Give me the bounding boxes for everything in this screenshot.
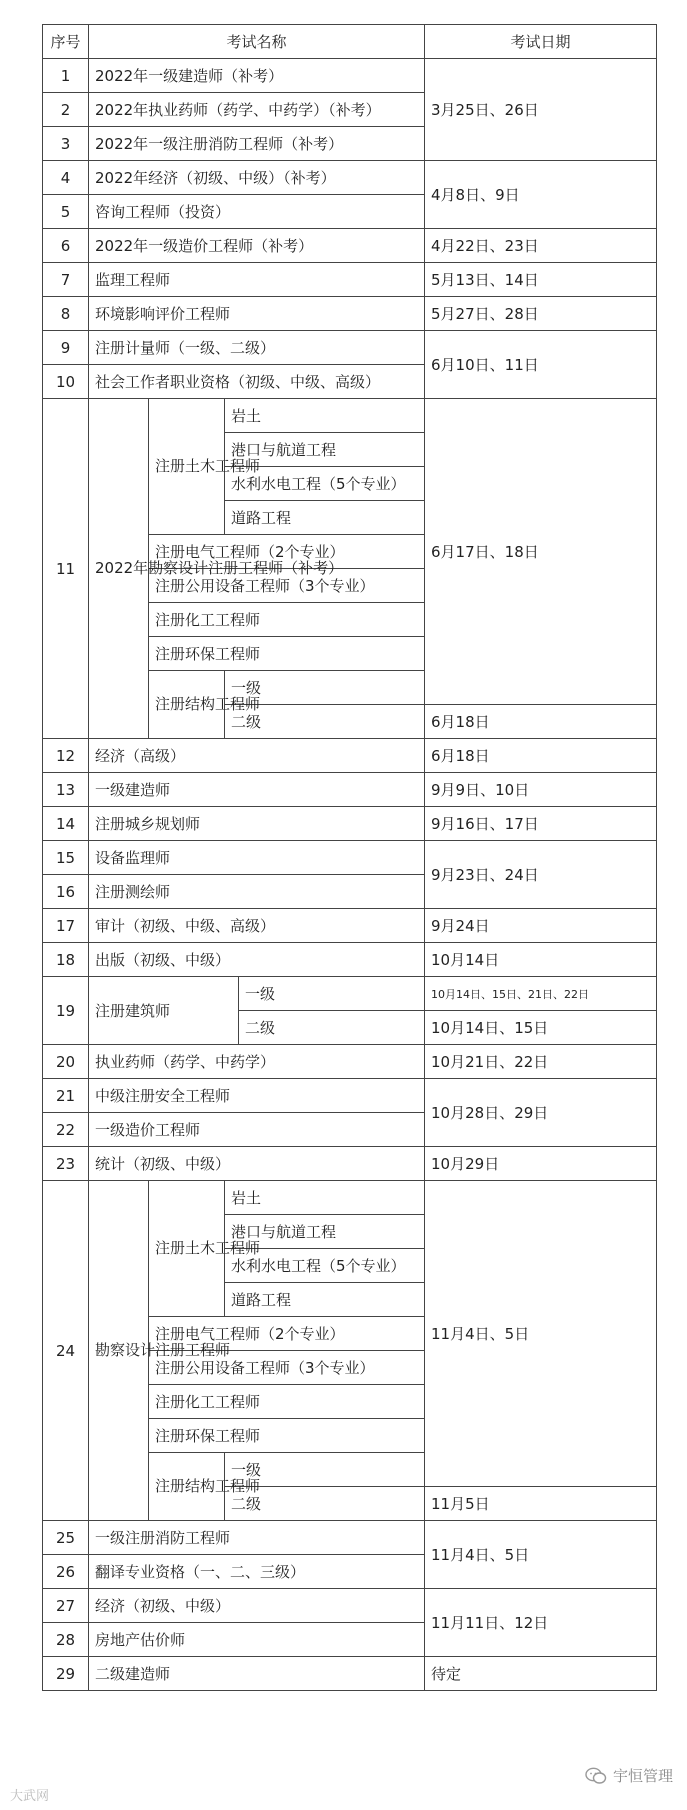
exam-level: 二级 <box>239 1011 425 1045</box>
exam-date: 5月13日、14日 <box>425 263 657 297</box>
header-name: 考试名称 <box>89 25 425 59</box>
exam-level: 二级 <box>225 705 425 739</box>
exam-date: 9月23日、24日 <box>425 841 657 909</box>
table-row <box>43 1147 657 1181</box>
exam-name: 2022年执业药师（药学、中药学）（补考） <box>89 93 425 127</box>
table-row <box>43 739 657 773</box>
exam-level: 一级 <box>239 977 425 1011</box>
exam-name: 设备监理师 <box>89 841 425 875</box>
exam-subgroup: 注册电气工程师（2个专业） <box>149 535 425 569</box>
exam-date: 9月9日、10日 <box>425 773 657 807</box>
exam-date: 11月4日、5日 <box>425 1181 657 1487</box>
exam-name: 注册城乡规划师 <box>89 807 425 841</box>
exam-specialty: 水利水电工程（5个专业） <box>225 1249 425 1283</box>
table-row <box>43 977 657 1011</box>
exam-name: 经济（初级、中级） <box>89 1589 425 1623</box>
exam-date: 10月29日 <box>425 1147 657 1181</box>
row-no: 9 <box>43 331 89 365</box>
exam-name: 一级造价工程师 <box>89 1113 425 1147</box>
exam-name: 社会工作者职业资格（初级、中级、高级） <box>89 365 425 399</box>
exam-date: 11月4日、5日 <box>425 1521 657 1589</box>
exam-date: 11月5日 <box>425 1487 657 1521</box>
exam-level: 一级 <box>225 1453 425 1487</box>
exam-date: 4月8日、9日 <box>425 161 657 229</box>
exam-specialty: 岩土 <box>225 1181 425 1215</box>
exam-date: 10月14日、15日 <box>425 1011 657 1045</box>
row-no: 25 <box>43 1521 89 1555</box>
exam-date: 待定 <box>425 1657 657 1691</box>
exam-specialty: 道路工程 <box>225 501 425 535</box>
header-date: 考试日期 <box>425 25 657 59</box>
exam-specialty: 港口与航道工程 <box>225 1215 425 1249</box>
table-row <box>43 1045 657 1079</box>
exam-name: 翻译专业资格（一、二、三级） <box>89 1555 425 1589</box>
exam-subgroup: 注册化工工程师 <box>149 1385 425 1419</box>
table-row <box>43 909 657 943</box>
table-header-row <box>43 25 657 59</box>
row-no: 13 <box>43 773 89 807</box>
exam-name: 环境影响评价工程师 <box>89 297 425 331</box>
exam-date: 9月24日 <box>425 909 657 943</box>
exam-date: 11月11日、12日 <box>425 1589 657 1657</box>
table-row <box>43 841 657 875</box>
exam-name: 2022年一级造价工程师（补考） <box>89 229 425 263</box>
exam-date: 10月14日、15日、21日、22日 <box>425 977 657 1011</box>
row-no: 3 <box>43 127 89 161</box>
exam-name: 咨询工程师（投资） <box>89 195 425 229</box>
table-row <box>43 943 657 977</box>
watermark-right <box>585 1765 673 1786</box>
table-row <box>43 1079 657 1113</box>
row-no: 16 <box>43 875 89 909</box>
exam-subgroup: 注册土木工程师 <box>149 399 225 535</box>
exam-name: 一级注册消防工程师 <box>89 1521 425 1555</box>
row-no: 28 <box>43 1623 89 1657</box>
exam-date: 10月28日、29日 <box>425 1079 657 1147</box>
exam-date: 10月14日 <box>425 943 657 977</box>
exam-name: 经济（高级） <box>89 739 425 773</box>
exam-specialty: 水利水电工程（5个专业） <box>225 467 425 501</box>
row-no: 24 <box>43 1181 89 1521</box>
table-row <box>43 1181 657 1215</box>
exam-date: 6月10日、11日 <box>425 331 657 399</box>
row-no: 27 <box>43 1589 89 1623</box>
table-row <box>43 331 657 365</box>
header-no: 序号 <box>43 25 89 59</box>
row-no: 19 <box>43 977 89 1045</box>
exam-subgroup: 注册结构工程师 <box>149 671 225 739</box>
row-no: 18 <box>43 943 89 977</box>
exam-name: 注册计量师（一级、二级） <box>89 331 425 365</box>
exam-subgroup: 注册电气工程师（2个专业） <box>149 1317 425 1351</box>
exam-date: 9月16日、17日 <box>425 807 657 841</box>
exam-specialty: 道路工程 <box>225 1283 425 1317</box>
table-row <box>43 773 657 807</box>
exam-date: 5月27日、28日 <box>425 297 657 331</box>
row-no: 10 <box>43 365 89 399</box>
table-row <box>43 1521 657 1555</box>
row-no: 14 <box>43 807 89 841</box>
exam-subgroup: 注册结构工程师 <box>149 1453 225 1521</box>
table-row <box>43 229 657 263</box>
exam-name: 2022年一级建造师（补考） <box>89 59 425 93</box>
exam-group: 2022年勘察设计注册工程师（补考） <box>89 399 149 739</box>
row-no: 22 <box>43 1113 89 1147</box>
row-no: 20 <box>43 1045 89 1079</box>
exam-subgroup: 注册公用设备工程师（3个专业） <box>149 1351 425 1385</box>
row-no: 4 <box>43 161 89 195</box>
exam-name: 2022年经济（初级、中级）（补考） <box>89 161 425 195</box>
exam-name: 一级建造师 <box>89 773 425 807</box>
exam-name: 监理工程师 <box>89 263 425 297</box>
row-no: 12 <box>43 739 89 773</box>
exam-subgroup: 注册化工工程师 <box>149 603 425 637</box>
row-no: 8 <box>43 297 89 331</box>
row-no: 5 <box>43 195 89 229</box>
row-no: 29 <box>43 1657 89 1691</box>
exam-date: 3月25日、26日 <box>425 59 657 161</box>
row-no: 26 <box>43 1555 89 1589</box>
row-no: 21 <box>43 1079 89 1113</box>
exam-name: 2022年一级注册消防工程师（补考） <box>89 127 425 161</box>
exam-name: 房地产估价师 <box>89 1623 425 1657</box>
exam-level: 二级 <box>225 1487 425 1521</box>
exam-date: 4月22日、23日 <box>425 229 657 263</box>
exam-group: 勘察设计注册工程师 <box>89 1181 149 1521</box>
exam-subgroup: 注册环保工程师 <box>149 637 425 671</box>
table-row <box>43 263 657 297</box>
exam-name: 审计（初级、中级、高级） <box>89 909 425 943</box>
row-no: 23 <box>43 1147 89 1181</box>
row-no: 1 <box>43 59 89 93</box>
wechat-icon <box>585 1767 607 1785</box>
exam-specialty: 岩土 <box>225 399 425 433</box>
watermark-left: 大武网 <box>10 1789 50 1804</box>
exam-date: 6月18日 <box>425 739 657 773</box>
exam-subgroup: 注册环保工程师 <box>149 1419 425 1453</box>
row-no: 6 <box>43 229 89 263</box>
table-row <box>43 59 657 93</box>
exam-name: 出版（初级、中级） <box>89 943 425 977</box>
exam-name: 二级建造师 <box>89 1657 425 1691</box>
watermark-right-text: 宇恒管理 <box>612 1767 673 1785</box>
row-no: 17 <box>43 909 89 943</box>
exam-level: 一级 <box>225 671 425 705</box>
exam-name: 执业药师（药学、中药学） <box>89 1045 425 1079</box>
table-row <box>43 161 657 195</box>
table-row <box>43 807 657 841</box>
exam-date: 6月18日 <box>425 705 657 739</box>
exam-date: 10月21日、22日 <box>425 1045 657 1079</box>
row-no: 7 <box>43 263 89 297</box>
table-row <box>43 1657 657 1691</box>
row-no: 11 <box>43 399 89 739</box>
exam-name: 注册测绘师 <box>89 875 425 909</box>
exam-name: 中级注册安全工程师 <box>89 1079 425 1113</box>
exam-name: 注册建筑师 <box>89 977 239 1045</box>
exam-name: 统计（初级、中级） <box>89 1147 425 1181</box>
exam-subgroup: 注册土木工程师 <box>149 1181 225 1317</box>
exam-subgroup: 注册公用设备工程师（3个专业） <box>149 569 425 603</box>
table-row <box>43 1589 657 1623</box>
exam-specialty: 港口与航道工程 <box>225 433 425 467</box>
table-row <box>43 399 657 433</box>
row-no: 15 <box>43 841 89 875</box>
exam-date: 6月17日、18日 <box>425 399 657 705</box>
exam-schedule-table <box>42 24 657 1691</box>
row-no: 2 <box>43 93 89 127</box>
table-row <box>43 297 657 331</box>
